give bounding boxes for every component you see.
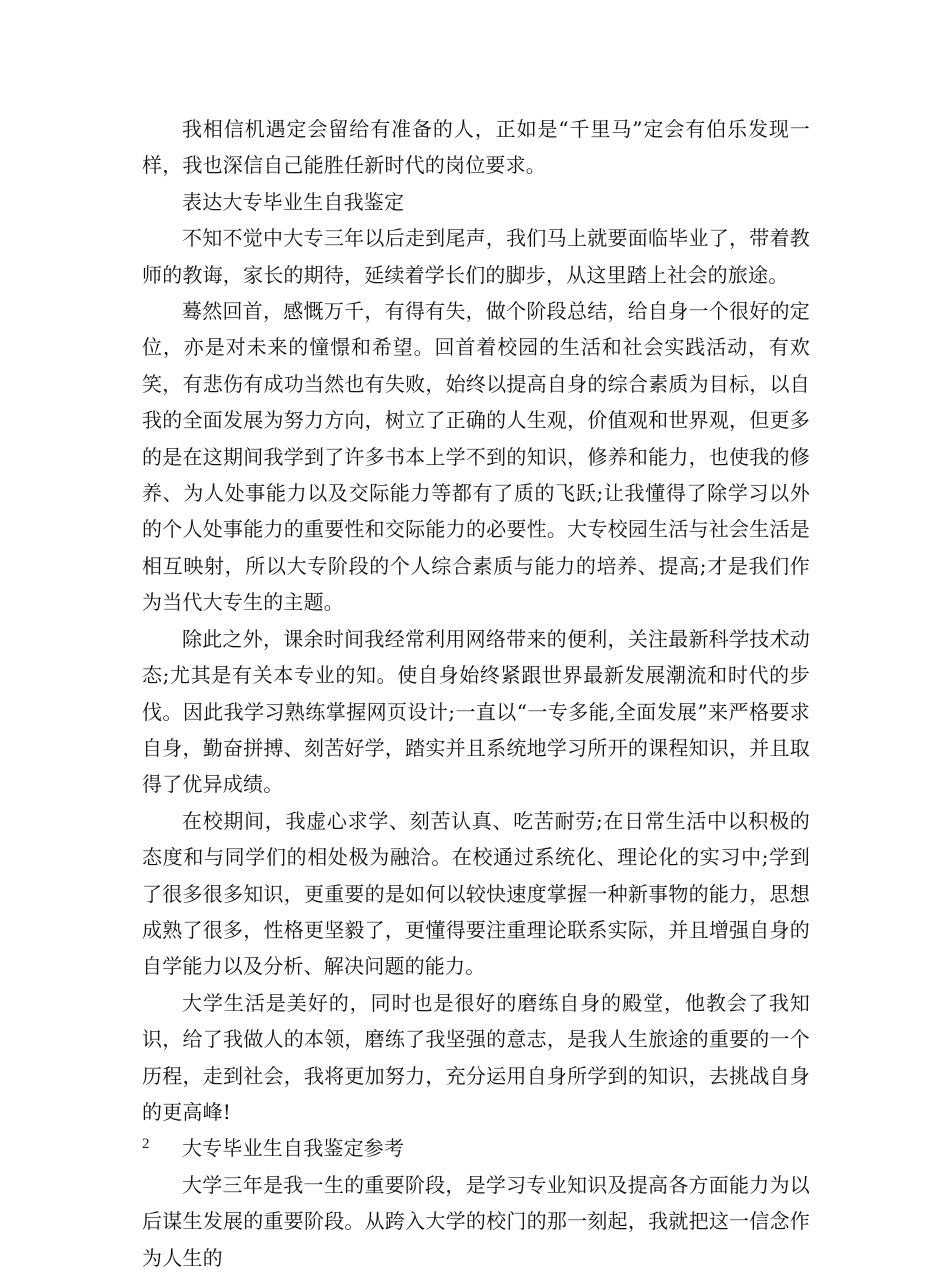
page-number: 2 — [142, 1136, 150, 1152]
paragraph-1: 我相信机遇定会留给有准备的人，正如是“千里马”定会有伯乐发现一样，我也深信自己能胜任新时代的岗位要求。 — [142, 117, 810, 178]
paragraph-6: 大学生活是美好的，同时也是很好的磨练自身的殿堂，他教会了我知识，给了我做人的本领，磨练了我坚强的意志，是我人生旅途的重要的一个历程，走到社会，我将更加努力，充分运用自身所学到的知识，去挑战自身的更高峰! — [142, 990, 810, 1124]
paragraph-4: 除此之外，课余时间我经常利用网络带来的便利，关注最新科学技术动态;尤其是有关本专业的知。使自身始终紧跟世界最新发展潮流和时代的步伐。因此我学习熟练掌握网页设计;一直以“一专多能,全面发展”来严格要求自身，勤奋拼搏、刻苦好学，踏实并且系统地学习所开的课程知识，并且取得了优异成绩。 — [142, 626, 810, 797]
paragraph-7: 大学三年是我一生的重要阶段，是学习专业知识及提高各方面能力为以后谋生发展的重要阶段。从跨入大学的校门的那一刻起，我就把这一信念作为人生的 — [142, 1172, 810, 1270]
section-heading-expression: 表达大专毕业生自我鉴定 — [182, 189, 405, 214]
paragraph-5: 在校期间，我虚心求学、刻苦认真、吃苦耐劳;在日常生活中以积极的态度和与同学们的相处极为融洽。在校通过系统化、理论化的实习中;学到了很多很多知识，更重要的是如何以较快速度掌握一种新事物的能力，思想成熟了很多，性格更坚毅了，更懂得要注重理论联系实际，并且增强自身的自学能力以及分析、解决问题的能力。 — [142, 808, 810, 979]
section-heading-reference: 大专毕业生自我鉴定参考 — [182, 1136, 405, 1161]
document-body — [142, 111, 810, 1276]
paragraph-2: 不知不觉中大专三年以后走到尾声，我们马上就要面临毕业了，带着教师的教诲，家长的期待，延续着学长们的脚步，从这里踏上社会的旅途。 — [142, 226, 810, 287]
paragraph-3: 蓦然回首，感慨万千，有得有失，做个阶段总结，给自身一个很好的定位，亦是对未来的憧憬和希望。回首着校园的生活和社会实践活动，有欢笑，有悲伤有成功当然也有失败，始终以提高自身的综合素质为目标，以自我的全面发展为努力方向，树立了正确的人生观，价值观和世界观，但更多的是在这期间我学到了许多书本上学不到的知识，修养和能力，也使我的修养、为人处事能力以及交际能力等都有了质的飞跃;让我懂得了除学习以外的个人处事能力的重要性和交际能力的必要性。大专校园生活与社会生活是相互映射，所以大专阶段的个人综合素质与能力的培养、提高;才是我们作为当代大专生的主题。 — [142, 299, 810, 615]
